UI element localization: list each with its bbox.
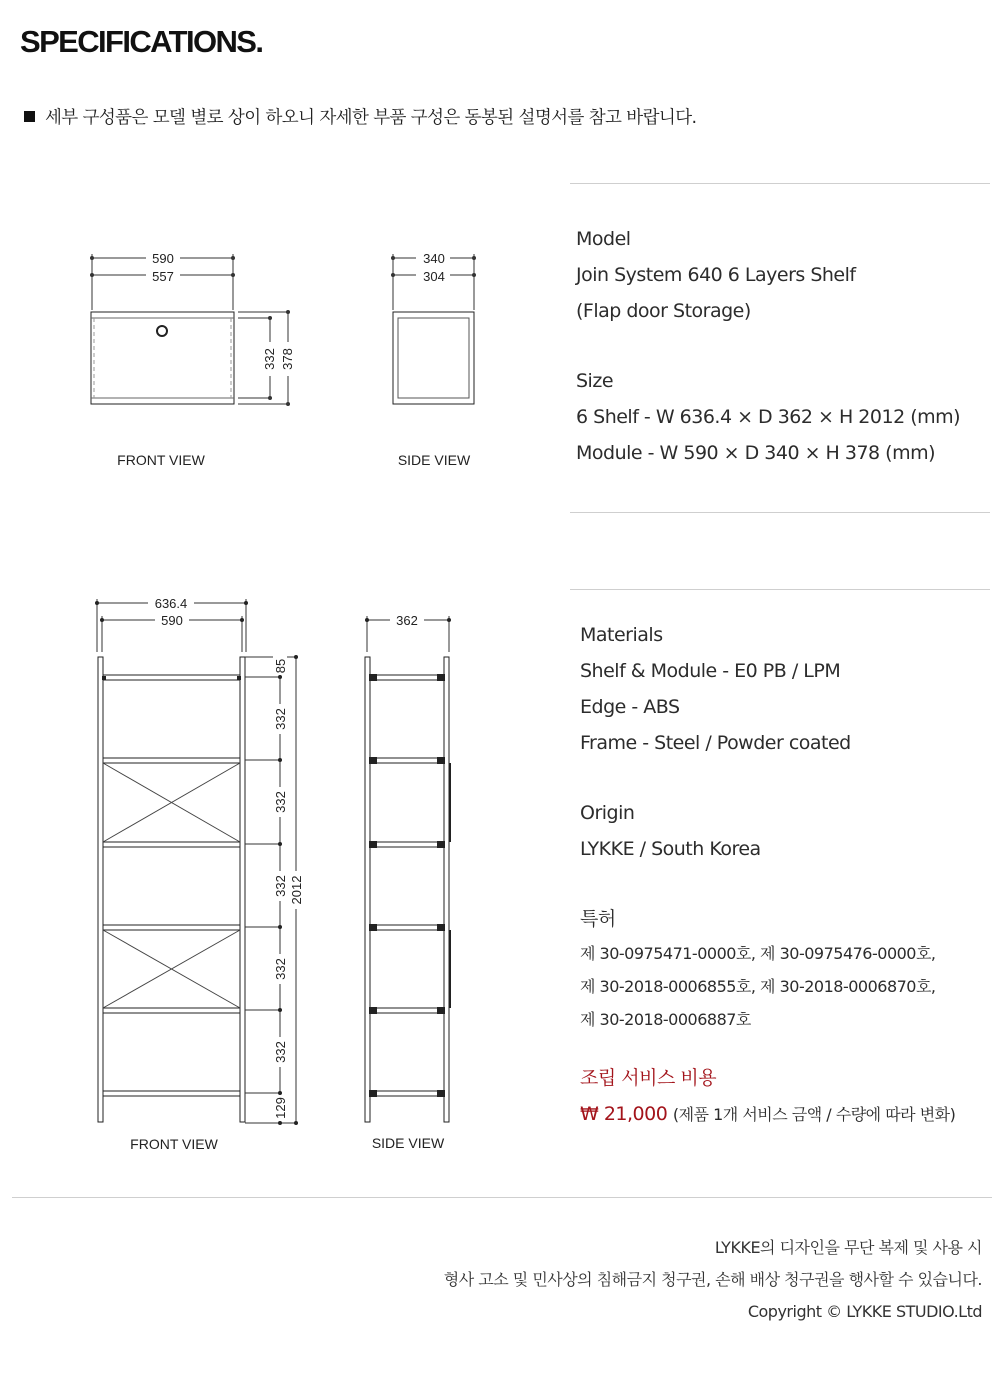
dim-total-height: 2012 <box>289 875 304 905</box>
patent-line: 제 30-2018-0006887호 <box>580 1010 751 1029</box>
footer-line: LYKKE의 디자인을 무단 복제 및 사용 시 <box>714 1238 982 1257</box>
patent-heading: 특허 <box>580 908 616 930</box>
dim-section-5: 332 <box>273 1041 288 1063</box>
dim-bottom-gap: 129 <box>273 1097 288 1119</box>
size-line: Module - W 590 × D 340 × H 378 (mm) <box>576 442 936 464</box>
materials-line: Edge - ABS <box>580 696 680 718</box>
divider <box>570 589 990 590</box>
copyright: Copyright © LYKKE STUDIO.Ltd <box>747 1302 982 1321</box>
origin-heading: Origin <box>580 802 635 824</box>
dim-width-outer: 590 <box>152 251 174 266</box>
patent-line: 제 30-2018-0006855호, 제 30-2018-0006870호, <box>580 977 936 996</box>
dim-total-width: 636.4 <box>154 596 188 611</box>
divider <box>12 1197 992 1198</box>
dim-inner-width: 590 <box>161 613 183 628</box>
origin-line: LYKKE / South Korea <box>580 838 761 860</box>
materials-heading: Materials <box>580 624 663 646</box>
page-title: SPECIFICATIONS. <box>20 24 263 59</box>
side-view-label: SIDE VIEW <box>397 452 471 468</box>
dim-section-3: 332 <box>273 875 288 897</box>
patent-line: 제 30-0975471-0000호, 제 30-0975476-0000호, <box>580 944 936 963</box>
model-line: (Flap door Storage) <box>576 300 751 322</box>
dim-section-1: 332 <box>273 708 288 730</box>
front-view-label: FRONT VIEW <box>130 1136 218 1152</box>
dim-height-outer: 378 <box>280 348 295 370</box>
dim-depth-outer: 340 <box>423 251 445 266</box>
spec-block-materials <box>580 617 955 1132</box>
divider <box>570 183 990 184</box>
model-line: Join System 640 6 Layers Shelf <box>576 264 856 286</box>
footer <box>444 1232 982 1328</box>
assembly-heading: 조립 서비스 비용 <box>580 1067 717 1089</box>
dim-section-4: 332 <box>273 958 288 980</box>
divider <box>570 512 990 513</box>
shelf-drawing <box>0 560 560 1160</box>
dim-width-inner: 557 <box>152 269 174 284</box>
materials-line: Shelf & Module - E0 PB / LPM <box>580 660 841 682</box>
side-view-label: SIDE VIEW <box>371 1135 445 1151</box>
model-heading: Model <box>576 228 631 250</box>
footer-line: 형사 고소 및 민사상의 침해금지 청구권, 손해 배상 청구권을 행사할 수 있습니다. <box>443 1270 982 1289</box>
dim-top-gap: 85 <box>273 658 288 674</box>
dim-depth: 362 <box>396 613 418 628</box>
size-heading: Size <box>576 370 614 392</box>
module-drawing <box>0 0 560 500</box>
materials-line: Frame - Steel / Powder coated <box>580 732 851 754</box>
dim-section-2: 332 <box>273 791 288 813</box>
assembly-note: (제품 1개 서비스 금액 / 수량에 따라 변화) <box>672 1105 956 1124</box>
dim-height-inner: 332 <box>262 348 277 370</box>
notice-text: 세부 구성품은 모델 별로 상이 하오니 자세한 부품 구성은 동봉된 설명서를 참고 바랍니다. <box>45 108 697 128</box>
spec-block-model-size <box>576 221 960 471</box>
assembly-price: ₩ 21,000 <box>580 1103 668 1125</box>
front-view-label: FRONT VIEW <box>117 452 205 468</box>
size-line: 6 Shelf - W 636.4 × D 362 × H 2012 (mm) <box>576 406 961 428</box>
dim-depth-inner: 304 <box>423 269 445 284</box>
